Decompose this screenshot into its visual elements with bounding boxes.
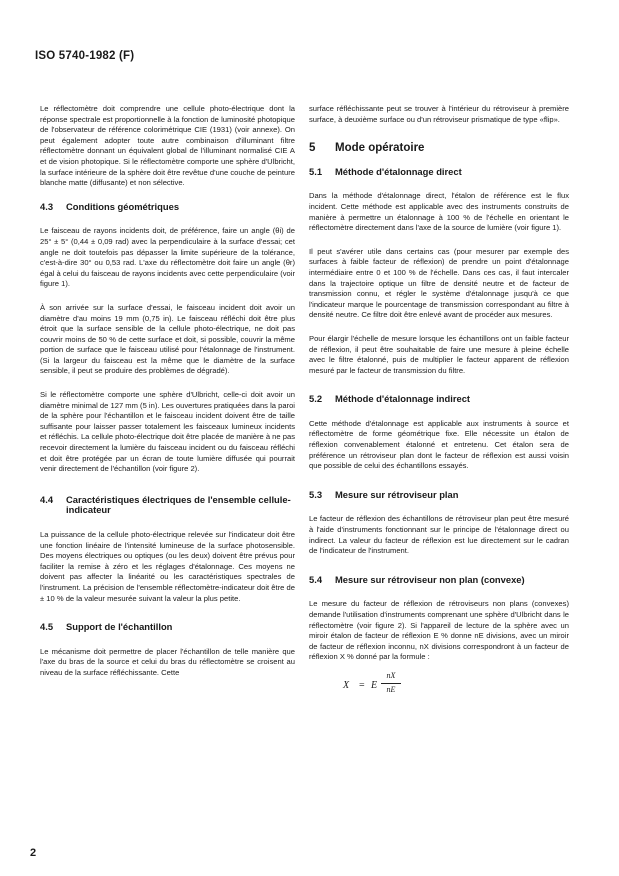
- formula-coefficient: E: [371, 679, 378, 691]
- section-5-heading: [309, 143, 569, 154]
- section-5-1-heading: [309, 167, 569, 178]
- section-number: 5.1: [309, 165, 323, 177]
- paragraph: Il peut s'avérer utile dans certains cas (pour mesurer par exemple des surfaces à faible facteur de réflexion) de prendre un point d'étalonnage intermédiaire entre 0 et 100 % de l'échelle. Dans ces cas, il faut intercaler dans la trajectoire optique un filtre de densité neutre et de facteur de transmission connu, et régler le système d'étalonnage jusqu'à ce que l'indicateur marque le pourcentage de transmission correspondant au filtre à densité neutre. Ce filtre doit être enlevé avant de procéder aux mesures.: [309, 246, 569, 320]
- formula-denominator: nE: [386, 684, 396, 694]
- section-title: Mesure sur rétroviseur non plan (convexe): [335, 573, 525, 585]
- paragraph: surface réfléchissante peut se trouver à l'intérieur du rétroviseur à première surface, à deuxième surface ou d'un rétroviseur prismatique de type «flip».: [309, 104, 569, 124]
- section-4-5-heading: [40, 622, 295, 633]
- section-5-4-heading: [309, 575, 569, 586]
- section-5-2-heading: [309, 394, 569, 405]
- left-column: [40, 104, 295, 692]
- section-title: Méthode d'étalonnage direct: [335, 165, 462, 177]
- section-number: 5.2: [309, 393, 323, 405]
- paragraph: Le mécanisme doit permettre de placer l'échantillon de telle manière que l'axe du bras de la source et celui du bras du réflectomètre se croisent au niveau de la surface réfléchissante. Cette: [40, 646, 295, 677]
- formula-numerator: nX: [386, 670, 396, 680]
- paragraph: Cette méthode d'étalonnage est applicable aux instruments à source et réflectomètre de forme géométrique fixe. Elle nécessite un étalon de réflexion convenablement étalonné et entretenu. Cet étalon sera de préférence un rétroviseur plan dont le facteur de réflexion est aussi voisin que possible de celui des échantillons essayés.: [309, 418, 569, 471]
- formula-lhs: X: [343, 679, 350, 691]
- paragraph: À son arrivée sur la surface d'essai, le faisceau incident doit avoir un diamètre d'au moins 19 mm (0,75 in). Le faisceau réfléchi doit être plus étroit que la surface sensible de la cellule photo-électrique, ne doit pas couvrir moins de 50 % de cette surface et doit, si possible, couvrir la même portion de surface que le faisceau utilisé pour l'étalonnage de l'instrument. (Si la largeur du faisceau est la même que le diamètre de la surface sensible, il peut se produire des problèmes de dégradé).: [40, 302, 295, 376]
- right-column: [309, 104, 569, 705]
- paragraph: Pour élargir l'échelle de mesure lorsque les échantillons ont un faible facteur de réflexion, il peut être souhaitable de faire une mesure à pleine échelle avec le filtre étalonné, puis de multiplier le facteur apparent de réflexion mesuré par le facteur de transmission du filtre.: [309, 333, 569, 375]
- section-number: 5.3: [309, 488, 323, 500]
- formula-equals: =: [359, 679, 365, 691]
- section-number: 5: [309, 142, 316, 155]
- section-4-3-heading: [40, 202, 295, 213]
- section-title: Mesure sur rétroviseur plan: [335, 488, 459, 500]
- section-title: Caractéristiques électriques de l'ensemble cellule-indicateur: [66, 493, 291, 516]
- paragraph: Le faisceau de rayons incidents doit, de préférence, faire un angle (θi) de 25° ± 5° (0,44 ± 0,09 rad) avec la perpendiculaire à la surface d'essai; cet angle ne doit toutefois pas dépasser la limite supérieure de la tolérance, c'est-à-dire 30° ou 0,53 rad. L'axe du réflectomètre doit faire un angle (θr) égal à celui du faisceau de rayons incidents avec cette perpendiculaire (voir figure 1).: [40, 226, 295, 289]
- page-number: 2: [30, 847, 37, 859]
- section-number: 5.4: [309, 573, 323, 585]
- paragraph: Si le réflectomètre comporte une sphère d'Ulbricht, celle-ci doit avoir un diamètre minimal de 127 mm (5 in). Les ouvertures pratiquées dans la paroi de la sphère pour l'échantillon et le faisceau incident doivent être de taille suffisante pour laisser passer totalement les faisceaux lumineux incidents et réfléchis. La cellule photo-électrique doit être placée de manière à ne pas recevoir directement la lumière du faisceau incident ou du faisceau réfléchi et doit être protégée par un écran de toute lumière diffusée qui pourrait venir directement de l'échantillon (voir figure 2).: [40, 390, 295, 474]
- section-5-3-heading: [309, 490, 569, 501]
- section-title: Support de l'échantillon: [66, 621, 173, 633]
- fraction-bar: [381, 683, 401, 684]
- section-4-4-heading: [40, 495, 295, 516]
- section-title: Méthode d'étalonnage indirect: [335, 393, 471, 405]
- paragraph: Le mesure du facteur de réflexion de rétroviseurs non plans (convexes) demande l'utilisation d'instruments comprenant une sphère d'Ulbricht dans le réflectomètre (voir figure 2). Si l'appareil de lecture de la sphère avec un miroir étalon de facteur de réflexion E % donne nE divisions, avec un miroir de facteur de réflexion inconnu, nX divisions correspondront à un facteur de réflexion X % donné par la formule :: [309, 599, 569, 662]
- reflectance-formula: [343, 671, 569, 705]
- section-title: Mode opératoire: [335, 142, 425, 155]
- paragraph: La puissance de la cellule photo-électrique relevée sur l'indicateur doit être une fonction linéaire de l'intensité lumineuse de la surface photosensible. Des moyens électriques ou optiques (ou les deux) doivent être prévus pour faciliter la remise à zéro et les réglages d'étalonnage. Ces moyens ne doivent pas affecter la linéarité ou les caractéristiques spectrales de l'instrument. La précision de l'ensemble réflectomètre-indicateur doit être de ± 10 % de la valeur mesurée suivant la valeur la plus petite.: [40, 530, 295, 603]
- section-number: 4.4: [40, 493, 54, 505]
- paragraph: Dans la méthode d'étalonnage direct, l'étalon de référence est le flux incident. Cette méthode est applicable avec des instruments construits de manière à permettre un étalonnage à 100 % de l'échelle en orientant le réflectomètre directement dans l'axe de la source de lumière (voir figure 1).: [309, 191, 569, 233]
- paragraph: Le facteur de réflexion des échantillons de rétroviseur plan peut être mesuré à l'aide d'instruments fonctionnant sur le principe de l'étalonnage direct ou indirect. La valeur du facteur de réflexion est lue directement sur le cadran de l'indicateur de l'instrument.: [309, 514, 569, 556]
- formula-fraction: [381, 671, 401, 695]
- document-header: ISO 5740-1982 (F): [35, 50, 135, 62]
- section-number: 4.3: [40, 200, 54, 212]
- section-number: 4.5: [40, 621, 54, 633]
- intro-paragraph: Le réflectomètre doit comprendre une cellule photo-électrique dont la réponse spectrale est proportionnelle à la fonction de luminosité photopique de l'observateur de référence colorimétrique CIE (1931) (voir annexe). On peut également adopter toute autre combinaison d'illuminant filtre réflectomètre donnant un équivalent global de l'illuminant normalisé CIE A et de vision photopique. Si le réflectomètre comporte une sphère d'Ulbricht, la surface intérieure de la sphère doit être revêtue d'une couche de peinture blanche matte (diffusante) et non sélective.: [40, 104, 295, 188]
- section-title: Conditions géométriques: [66, 200, 180, 212]
